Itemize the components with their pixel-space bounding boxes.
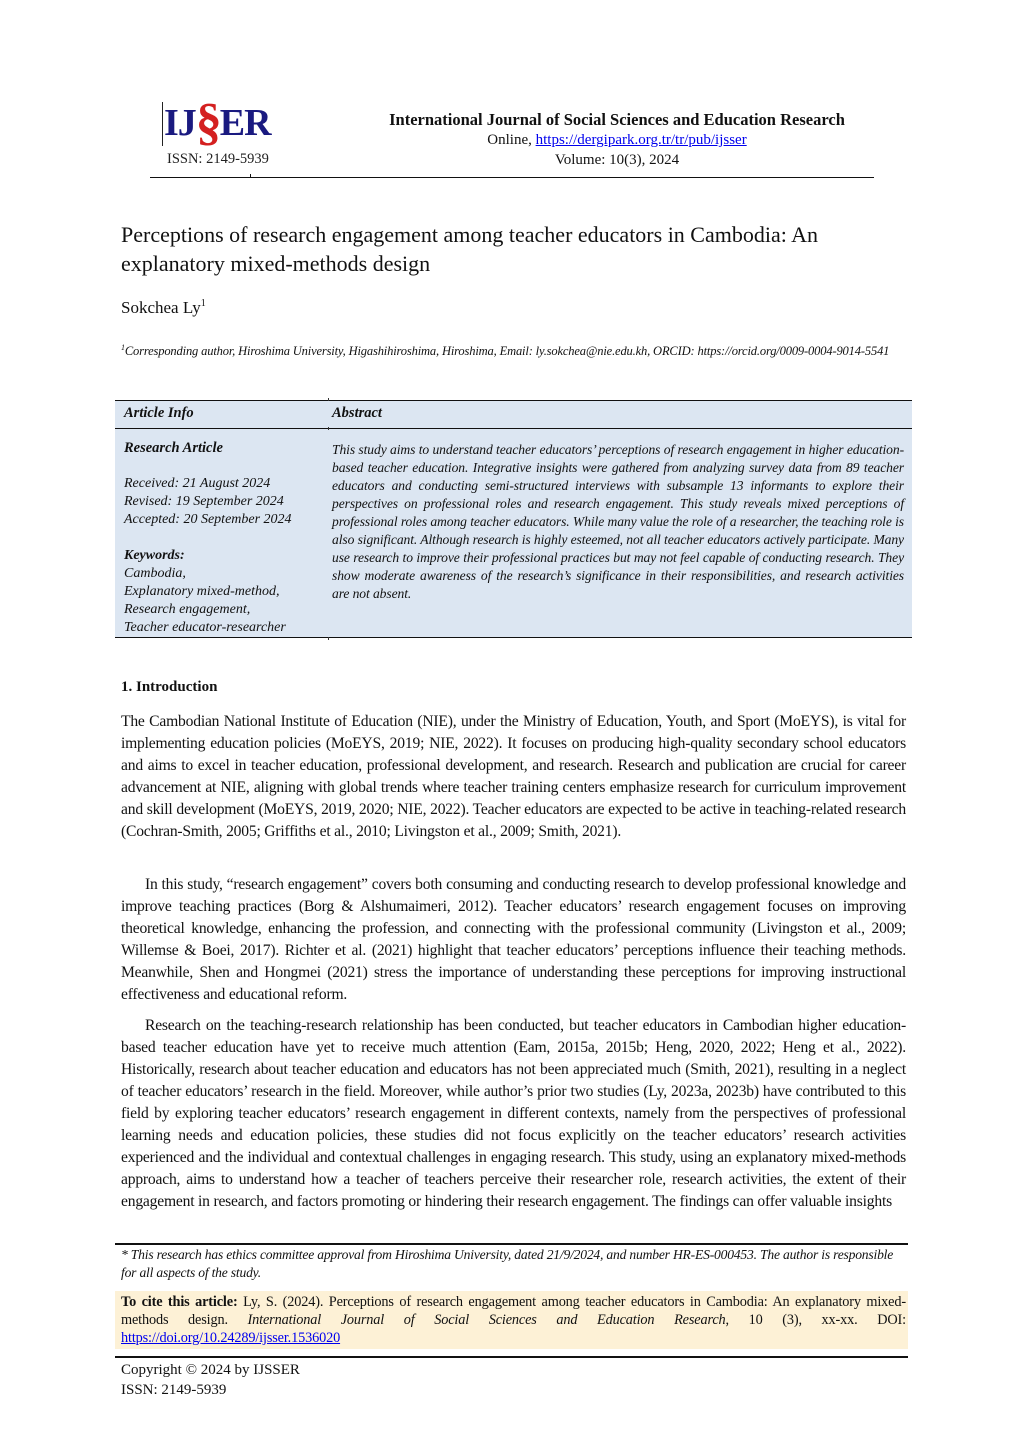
journal-title: International Journal of Social Sciences and Education Research	[389, 110, 845, 129]
body-paragraph: The Cambodian National Institute of Education (NIE), under the Ministry of Education, Youth, and Sport (MoEYS), is vital for implementing education policies (MoEYS, 2019; NIE, 2022). It focuses on producing high-quality secondary school educators and aims to excel in teacher education, professional development, and research. Research and publication are crucial for career advancement at NIE, aligning with global trends where teacher training centers emphasize research for curriculum improvement and skill development (MoEYS, 2019, 2020; NIE, 2022). Teacher educators are expected to be active in teaching-related research (Cochran-Smith, 2005; Griffiths et al., 2010; Livingston et al., 2009; Smith, 2021).	[121, 713, 906, 840]
ethics-note: * This research has ethics committee approval from Hiroshima University, dated 21/9/2024, and number HR-ES-000453. The author is responsible for all aspects of the study.	[121, 1247, 894, 1280]
journal-masthead	[150, 96, 874, 178]
journal-online	[300, 130, 874, 150]
paper-title: Perceptions of research engagement among teacher educators in Cambodia: An explanatory mixed-methods design	[121, 222, 819, 276]
received-date: Received: 21 August 2024	[124, 476, 271, 491]
abstract-text: This study aims to understand teacher educators’ perceptions of research engagement in higher education-based teacher education. Integrative insights were gathered from analyzing survey data from 89 teacher educators and conducting semi-structured interviews with subsample 13 informants to explore their perspectives on professional roles and research engagement. This study reveals mixed perceptions of professional roles among teacher educators. While many value the role of a researcher, the teaching role is also significant. Although research is highly esteemed, not all teacher educators actively participate. Many use research to improve their professional practices but may not feel capable of conducting research. They show moderate awareness of the research’s significance in their responsibilities, and research activities are not absent.	[332, 442, 904, 601]
affiliation-text: Corresponding author, Hiroshima University, Higashihiroshima, Hiroshima, Email: ly.sokchea@nie.edu.kh, ORCID: https://orcid.org/0009-0004-9014-5541	[124, 344, 890, 358]
logo-text-right: ER	[219, 102, 271, 144]
journal-volume: Volume: 10(3), 2024	[554, 152, 680, 168]
column-tick-top	[328, 398, 329, 401]
article-info-heading: Article Info	[124, 405, 194, 421]
keyword: Research engagement,	[124, 602, 251, 617]
header-divider	[150, 177, 874, 179]
copyright-block	[121, 1360, 300, 1400]
citation-tail: , 10 (3), xx-xx. DOI:	[725, 1312, 906, 1328]
copyright-text: Copyright © 2024 by IJSSER	[121, 1362, 300, 1378]
affiliation-mark: 1	[121, 343, 125, 352]
revised-date: Revised: 19 September 2024	[124, 494, 284, 509]
author-affiliation	[121, 339, 911, 360]
issn-label: ISSN: 2149-5939	[167, 151, 269, 167]
footnote-divider	[115, 1243, 908, 1245]
article-type: Research Article	[124, 440, 223, 456]
journal-url-link[interactable]: https://dergipark.org.tr/tr/pub/ijsser	[535, 132, 747, 148]
citation-label: To cite this article:	[121, 1294, 238, 1310]
author-name	[121, 298, 206, 318]
citation-journal: International Journal of Social Sciences and Education Research	[247, 1312, 726, 1328]
citation-text	[121, 1293, 906, 1347]
online-prefix: Online,	[487, 132, 536, 148]
journal-info	[300, 110, 874, 170]
keyword: Teacher educator-researcher	[124, 620, 286, 635]
article-info-column	[124, 439, 324, 637]
article-info-table	[115, 400, 912, 638]
keywords-label: Keywords:	[124, 548, 185, 563]
copyright-divider	[115, 1356, 908, 1358]
body-paragraph: Research on the teaching-research relationship has been conducted, but teacher educators in Cambodian higher education-based teacher education have yet to receive much attention (Eam, 2015a, 2015b; Heng, 2020, 2022; Heng et al., 2022). Historically, research about teacher education and educators has not been appreciated much (Smith, 2021), resulting in a neglect of teacher educators’ research in the field. Moreover, while author’s prior two studies (Ly, 2023a, 2023b) have contributed to this field by exploring teacher educators’ research engagement in different contexts, namely from the perspectives of professional learning needs and education policies, these studies did not focus explicitly on the teacher educators’ research activities experienced and the individual and contextual challenges in engaging research. This study, using an explanatory mixed-methods approach, aims to understand how a teacher of teachers perceive their researcher role, research activities, the extent of their engagement in research, and factors promoting or hindering their research engagement. The findings can offer valuable insights	[121, 1017, 906, 1210]
keyword: Cambodia,	[124, 566, 186, 581]
logo-divider	[162, 102, 163, 146]
accepted-date: Accepted: 20 September 2024	[124, 512, 292, 527]
citation-body: Ly, S. (2024). Perceptions of research engagement among teacher educators in Cambodia: An explanatory mixed-methods design.	[121, 1294, 906, 1328]
table-header	[115, 401, 912, 429]
body-paragraph: In this study, “research engagement” covers both consuming and conducting research to develop professional knowledge and improve teaching practices (Borg & Alshumaimeri, 2012). Teacher educators’ research engagement focuses on improving theoretical knowledge, enhancing the profession, and connecting with the professional community (Livingston et al., 2009; Willemse & Boei, 2017). Richter et al. (2021) highlight that teacher educators’ perceptions influence their teaching methods. Meanwhile, Shen and Hongmei (2021) stress the importance of understanding these perceptions for improving instructional effectiveness and educational reform.	[121, 876, 906, 1003]
column-tick-mid	[328, 427, 329, 430]
footer-issn: ISSN: 2149-5939	[121, 1382, 227, 1398]
journal-logo	[164, 94, 271, 151]
section-sign-icon: §	[195, 94, 220, 151]
doi-link[interactable]: https://doi.org/10.24289/ijsser.1536020	[121, 1330, 341, 1346]
author-footnote-mark: 1	[200, 298, 206, 309]
abstract-heading: Abstract	[332, 405, 382, 421]
column-tick-bottom	[328, 637, 329, 640]
section-heading-introduction: 1. Introduction	[121, 679, 218, 695]
logo-text-left: IJ	[164, 102, 196, 144]
keyword: Explanatory mixed-method,	[124, 584, 280, 599]
author-name-text: Sokchea Ly	[121, 298, 201, 317]
citation-box	[115, 1291, 908, 1349]
